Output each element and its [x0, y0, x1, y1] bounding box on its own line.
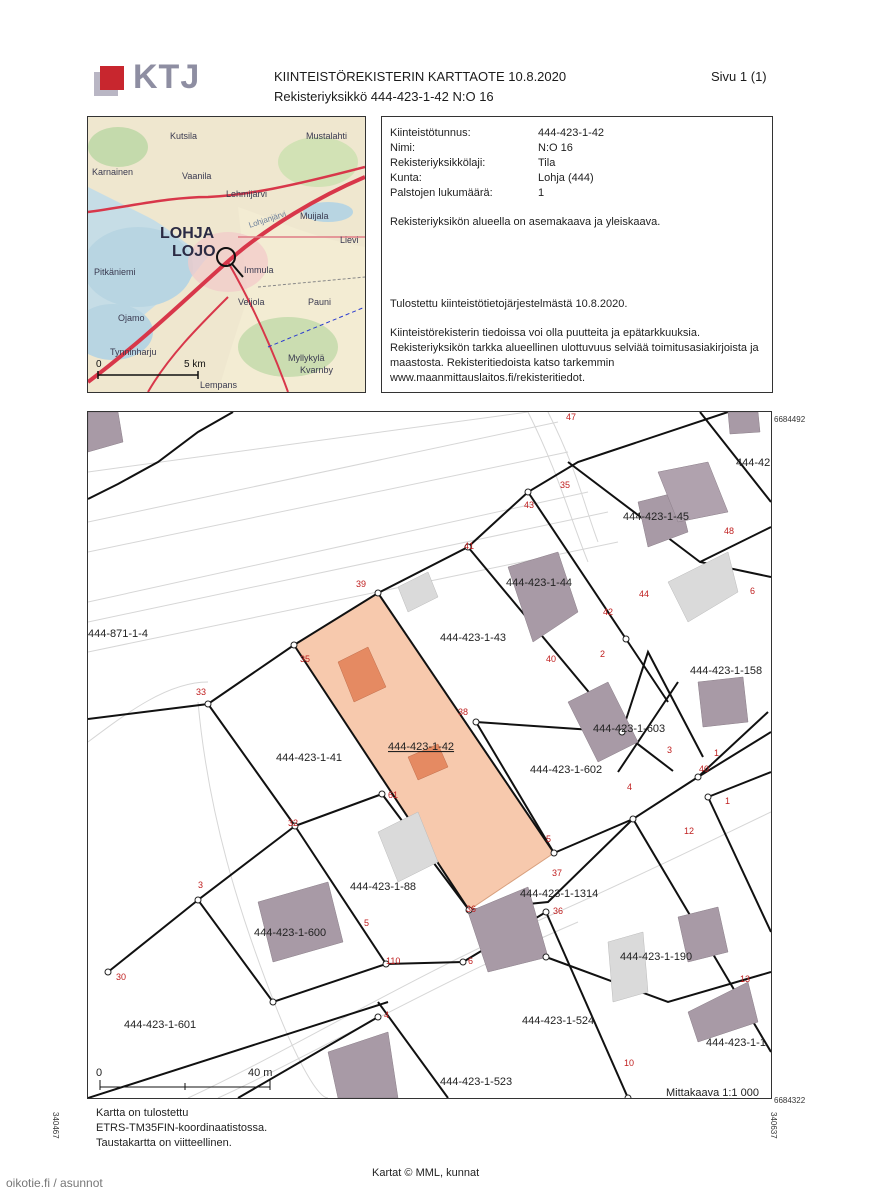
point-number: 42 — [603, 607, 614, 617]
page-number: Sivu 1 (1) — [711, 69, 767, 84]
info-value: N:O 16 — [538, 142, 573, 154]
parcel-label: 444-423-1-43 — [440, 632, 507, 644]
ktj-logo-icon — [92, 66, 126, 96]
place-kvarnby: Kvarnby — [300, 365, 334, 375]
point-number: 32 — [288, 818, 299, 828]
overview-map — [87, 116, 366, 393]
point-number: 1 — [714, 748, 720, 758]
plan-note: Rekisteriyksikön alueella on asemakaava ja yleiskaava. — [390, 216, 661, 228]
point-number: 3 — [198, 880, 204, 890]
point-number: 48 — [724, 526, 735, 536]
info-key: Kiinteistötunnus: — [390, 127, 471, 139]
point-number: 6 — [750, 586, 756, 596]
info-row — [390, 156, 604, 171]
coord-bottom-right: 6684322 — [774, 1096, 806, 1105]
place-ojamo: Ojamo — [118, 313, 145, 323]
point-number: 12 — [684, 826, 695, 836]
info-key: Palstojen lukumäärä: — [390, 187, 493, 199]
logo-text: KTJ — [133, 58, 201, 96]
place-vaanila: Vaanila — [182, 171, 212, 181]
place-myllykyla: Myllykylä — [288, 353, 325, 363]
place-pitkaniemi: Pitkäniemi — [94, 267, 136, 277]
point-number: 36 — [466, 904, 477, 914]
property-info-box — [381, 116, 773, 393]
info-key: Nimi: — [390, 142, 416, 154]
parcel-label: 444-423-1-602 — [530, 764, 603, 776]
point-number: 5 — [364, 918, 370, 928]
point-number: 61 — [388, 790, 399, 800]
point-number: 35 — [560, 480, 571, 490]
point-number: 40 — [546, 654, 557, 664]
place-lievi: Lievi — [340, 235, 359, 245]
point-number: 110 — [386, 956, 401, 966]
point-number: 41 — [464, 541, 475, 551]
place-immula: Immula — [244, 265, 274, 275]
watermark: oikotie.fi / asunnot — [6, 1176, 103, 1190]
point-number: 4 — [384, 1010, 390, 1020]
print-note-3: Taustakartta on viitteellinen. — [96, 1137, 232, 1149]
cadastral-map — [87, 411, 772, 1099]
point-number: 35 — [300, 654, 311, 664]
disclaimer: Kiinteistörekisterin tiedoissa voi olla puutteita ja epätarkkuuksia. Rekisteriyksikön tarkka alueellinen ulottuvuus selviää toimitusasiakirjoista ja maastosta. Rekisteritiedoista katso tarkemmin www.maanmittauslaitos.fi/rekisteritiedot. — [390, 327, 759, 384]
info-key: Rekisteriyksikkölaji: — [390, 157, 486, 169]
point-number: 10 — [624, 1058, 635, 1068]
document-title: KIINTEISTÖREKISTERIN KARTTAOTE 10.8.2020 — [274, 69, 567, 84]
parcel-label: 444-423-1-524 — [522, 1015, 595, 1027]
map-credit: Kartat © MML, kunnat — [372, 1167, 480, 1179]
info-value: Tila — [538, 157, 556, 169]
parcel-label-selected: 444-423-1-42 — [388, 741, 455, 753]
point-number: 30 — [116, 972, 127, 982]
parcel-label: 444-423-1-603 — [593, 723, 666, 735]
document-subtitle: Rekisteriyksikkö 444-423-1-42 N:O 16 — [274, 89, 494, 104]
parcel-label: 444-42 — [736, 457, 771, 469]
parcel-label: 444-423-1-88 — [350, 881, 417, 893]
coord-left: 340467 — [51, 1112, 60, 1139]
point-number: 33 — [196, 687, 207, 697]
point-number: 43 — [524, 500, 535, 510]
parcel-label: 444-423-1-600 — [254, 927, 327, 939]
overview-scale-start: 0 — [96, 359, 102, 370]
point-number: 13 — [740, 974, 751, 984]
point-number: 1 — [725, 796, 731, 806]
point-number: 40 — [699, 764, 710, 774]
parcel-label: 444-423-1-190 — [620, 951, 693, 963]
info-value: 444-423-1-42 — [538, 127, 605, 139]
place-veijola: Veijola — [238, 297, 265, 307]
point-number: 36 — [553, 906, 564, 916]
map-scale-ratio: Mittakaava 1:1 000 — [666, 1087, 759, 1098]
place-lohja: LOHJA — [160, 225, 215, 242]
place-tynninharju: Tynninharju — [110, 347, 157, 357]
place-muijala: Muijala — [300, 211, 329, 221]
parcel-label: 444-423-1-1 — [706, 1037, 766, 1049]
scale-start: 0 — [96, 1067, 103, 1079]
parcel-label: 444-423-1-601 — [124, 1019, 197, 1031]
print-note-1: Kartta on tulostettu — [96, 1107, 189, 1119]
coord-right: 340637 — [769, 1112, 778, 1139]
coord-top-right: 6684492 — [774, 415, 806, 424]
parcel-label: 444-871-1-4 — [88, 628, 148, 640]
info-row — [390, 171, 604, 186]
print-note-2: ETRS-TM35FIN-koordinaatistossa. — [96, 1122, 268, 1134]
point-number: 44 — [639, 589, 650, 599]
info-value: Lohja (444) — [538, 172, 594, 184]
point-number: 2 — [600, 649, 606, 659]
parcel-label: 444-423-1-45 — [623, 511, 690, 523]
printed-date: Tulostettu kiinteistötietojärjestelmästä 10.8.2020. — [390, 298, 628, 310]
parcel-label: 444-423-1-41 — [276, 752, 343, 764]
info-row — [390, 141, 604, 156]
info-key: Kunta: — [390, 172, 422, 184]
parcel-label: 444-423-1-523 — [440, 1076, 513, 1088]
point-number: 6 — [468, 956, 474, 966]
place-lehmijarvi: Lehmijärvi — [226, 189, 268, 199]
place-lempans: Lempans — [200, 380, 238, 390]
cadastral-map-svg — [88, 412, 771, 1098]
parcel-label: 444-423-1-158 — [690, 665, 763, 677]
info-row — [390, 186, 604, 201]
place-lohjanjarvi: Lohjanjärvi — [247, 209, 288, 230]
place-mustalahti: Mustalahti — [306, 131, 348, 141]
point-number: 3 — [667, 745, 673, 755]
point-number: 47 — [566, 412, 577, 422]
place-lojo: LOJO — [172, 243, 216, 260]
overview-scale-end: 5 km — [184, 359, 206, 370]
place-karnainen: Karnainen — [92, 167, 134, 177]
point-number: 38 — [458, 707, 469, 717]
point-number: 39 — [356, 579, 367, 589]
scale-end: 40 m — [248, 1067, 273, 1079]
info-value: 1 — [538, 187, 545, 199]
place-kutsila: Kutsila — [170, 131, 198, 141]
point-number: 37 — [552, 868, 563, 878]
info-row — [390, 126, 604, 141]
point-number: 5 — [546, 834, 552, 844]
property-info-table — [390, 126, 604, 201]
parcel-label: 444-423-1-44 — [506, 577, 573, 589]
place-pauni: Pauni — [308, 297, 332, 307]
parcel-label: 444-423-1-1314 — [520, 888, 599, 900]
point-number: 4 — [627, 782, 633, 792]
